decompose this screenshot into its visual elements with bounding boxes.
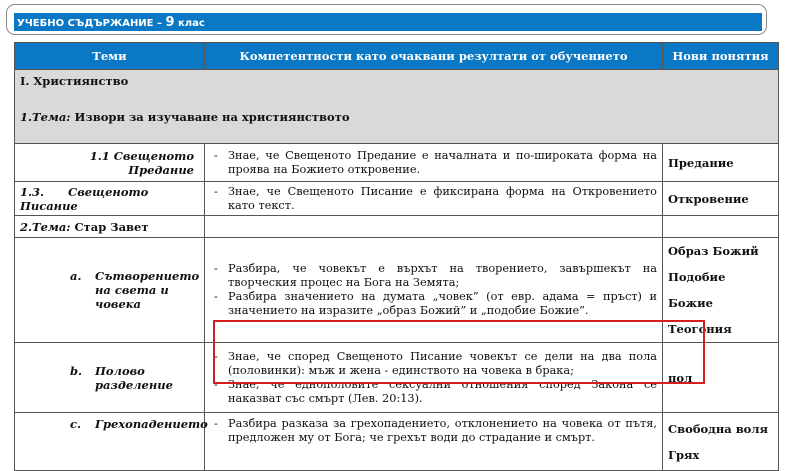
topic-cell: 1.1 Свещеното Предание xyxy=(15,144,205,182)
empty-cell xyxy=(205,216,663,238)
concepts-cell xyxy=(663,413,779,471)
competency-item: - Знае, че според Свещеното Писание човекът се дели на два пола (половинки): мъж и жена - единството на човека в брака; xyxy=(210,350,657,378)
concept: Свободна воля xyxy=(668,421,768,436)
highlight-box xyxy=(213,320,705,384)
topic-cell: a. Сътворението на света и човека xyxy=(15,238,205,343)
table-header-row xyxy=(15,43,779,70)
page-title: УЧЕБНО СЪДЪРЖАНИЕ – 9 клас xyxy=(17,15,205,30)
competency-item: - Разбира значението на думата „човек” (от евр. адама = пръст) и значението на изразите „образ Божий” и „подобие Божие”. xyxy=(210,290,657,318)
competency-item: - Знае, че еднополовите сексуални отношения според Закона се наказват със смърт (Лев. 20:13). xyxy=(210,378,657,406)
column-header-topics: Теми xyxy=(15,43,205,70)
theme-cell: 2.Тема: Стар Завет xyxy=(15,216,205,238)
concept: Грях xyxy=(668,447,700,462)
topic-cell: c. Грехопадението xyxy=(15,413,205,471)
competency-cell xyxy=(205,144,663,182)
topic-cell: 1.3. Свещеното Писание xyxy=(15,182,205,216)
concept: Предание xyxy=(668,155,734,170)
concept: Образ Божий xyxy=(668,244,759,258)
section-row-christianity xyxy=(15,70,779,144)
concepts-cell xyxy=(663,182,779,216)
empty-cell xyxy=(663,216,779,238)
competency-item: - Разбира разказа за грехопадението, отклонението на човека от пътя, предложен му от Бога; че грехът води до страдание и смърт. xyxy=(210,417,657,445)
concept: Подобие Божие xyxy=(668,270,726,310)
concept: Теогония xyxy=(668,322,732,336)
table-row xyxy=(15,182,779,216)
table-row xyxy=(15,413,779,471)
section-title: I. Християнство xyxy=(20,74,129,88)
theme-row xyxy=(15,216,779,238)
curriculum-table xyxy=(14,42,779,471)
competency-item: - Разбира, че човекът е върхът на творението, завършекът на творческия процес на Бога на Земята; xyxy=(210,262,657,290)
concepts-cell xyxy=(663,144,779,182)
competency-cell xyxy=(205,413,663,471)
concept: пол xyxy=(668,370,693,385)
competency-item: - Знае, че Свещеното Писание е фиксирана форма на Откровението като текст. xyxy=(210,185,657,213)
section-cell xyxy=(15,70,779,144)
competency-item: - Знае, че Свещеното Предание е началната и по-широката форма на проява на Божието откровение. xyxy=(210,149,657,177)
column-header-concepts: Нови понятия xyxy=(663,43,779,70)
table-row xyxy=(15,144,779,182)
theme-title: 1.Тема: Извори за изучаване на християнството xyxy=(20,110,350,124)
concept: Откровение xyxy=(668,191,749,206)
competency-cell xyxy=(205,182,663,216)
column-header-competencies: Компетентности като очаквани резултати от обучението xyxy=(205,43,663,70)
topic-cell: b. Полово разделение xyxy=(15,343,205,413)
